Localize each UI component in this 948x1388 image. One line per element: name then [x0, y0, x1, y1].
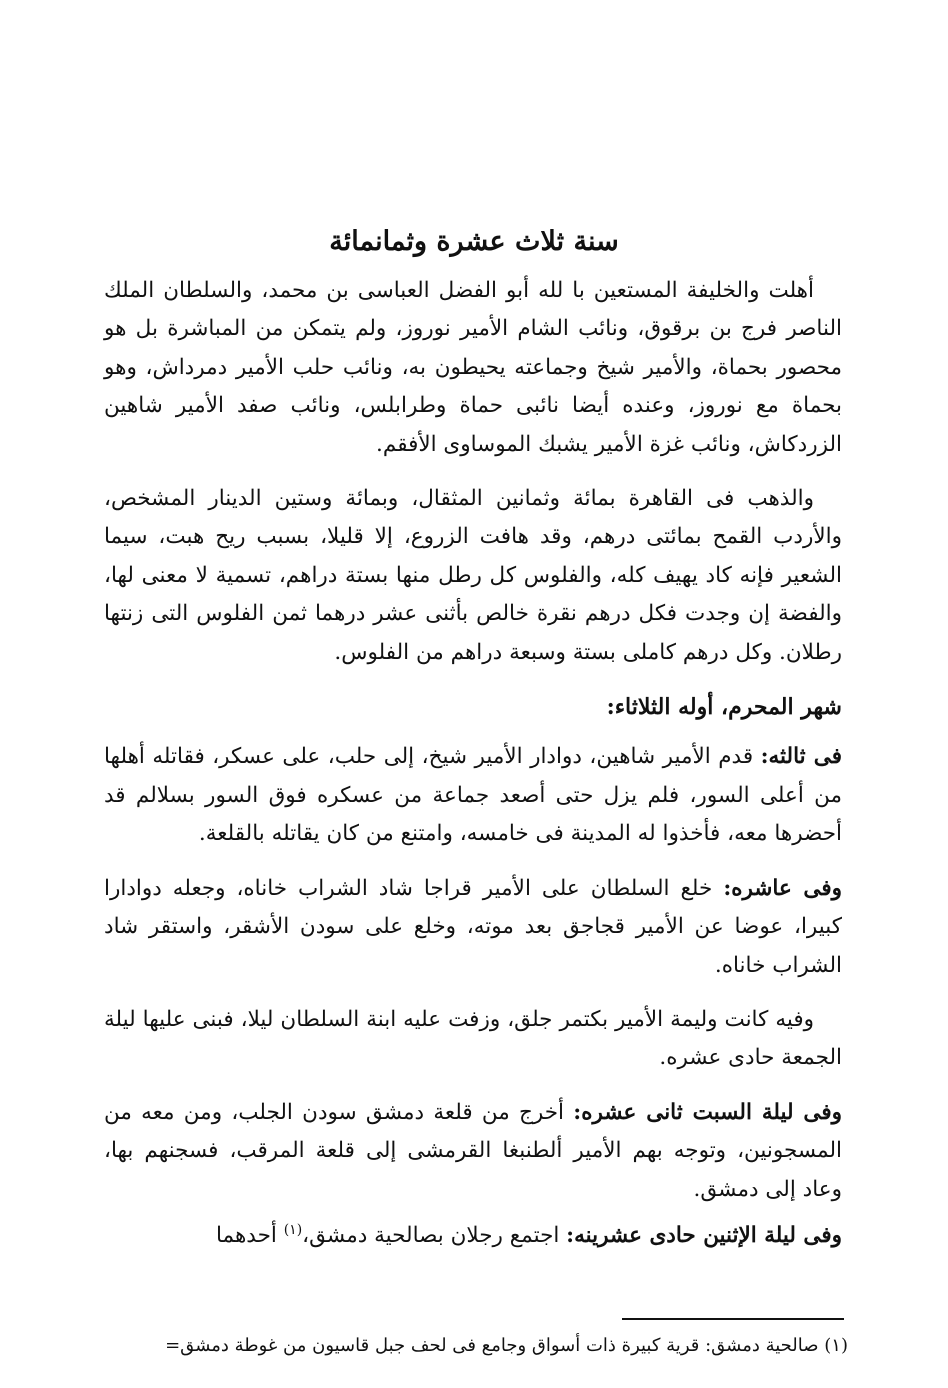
paragraph-monday-night [104, 1217, 842, 1255]
paragraph-text: أحدهما [215, 1222, 284, 1248]
paragraph-tenth-day [104, 870, 842, 985]
footnote-divider [622, 1318, 844, 1320]
paragraph-text: اجتمع رجلان بصالحية دمشق، [302, 1222, 567, 1248]
paragraph-text: خلع السلطان على الأمير قراجا شاد الشراب خاناه، وجعله دوادارا كبيرا، عوضا عن الأمير قجاجق بعد موته، وخلع على سودن الأشقر، واستقر شاد الشراب خاناه. [104, 875, 842, 978]
paragraph-prices: والذهب فى القاهرة بمائة وثمانين المثقال، وبمائة وستين الدينار المشخص، والأردب القمح بمائتى درهم، وقد هافت الزروع، إلا قليلا، بسبب ريح هبت، سيما الشعير فإنه كاد يهيف كله، والفلوس كل رطل منها بستة دراهم، تسمية لا معنى لها، والفضة إن وجدت فكل درهم نقرة خالص بأثنى عشر درهما ثمن الفلوس التى زنتها رطلان. وكل درهم كاملى بستة وسبعة دراهم من الفلوس. [104, 486, 842, 665]
paragraph-text: قدم الأمير شاهين، دوادار الأمير شيخ، إلى حلب، على عسكر، فقاتله أهلها من أعلى السور، فلم يزل حتى أصعد جماعة من عسكره فوق السور بسلالم قد أحضرها معه، فأخذوا له المدينة فى خامسه، وامتنع من كان يقاتله بالقلعة. [104, 744, 842, 847]
paragraph-lead: وفى عاشره: [723, 875, 842, 901]
footnote-reference[interactable]: (١) [283, 1221, 303, 1238]
paragraph-lead: فى ثالثه: [760, 744, 842, 770]
paragraph-lead: وفى ليلة السبت ثانى عشره: [573, 1099, 842, 1125]
footnote: (١) صالحية دمشق: قرية كبيرة ذات أسواق وجامع فى لحف جبل قاسيون من غوطة دمشق= [165, 1335, 848, 1356]
body-text [104, 272, 842, 1271]
paragraph-opening: أهلت والخليفة المستعين با لله أبو الفضل العباسى بن محمد، والسلطان الملك الناصر فرج بن برقوق، ونائب الشام الأمير نوروز، ولم يتمكن من المباشرة بل هو محصور بحماة، والأمير شيخ وجماعته يحيطون به، ونائب حلب الأمير دمرداش، وهو بحماة مع نوروز، وعنده أيضا نائبى حماة وطرابلس، ونائب صفد الأمير شاهين الزردكاش، ونائب غزة الأمير يشبك الموساوى الأفقم. [104, 278, 842, 457]
page-title: سنة ثلاث عشرة وثمانمائة [329, 226, 619, 257]
paragraph-lead: وفى ليلة الإثنين حادى عشرينه: [566, 1222, 842, 1248]
paragraph-banquet: وفيه كانت وليمة الأمير بكتمر جلق، وزفت عليه ابنة السلطان ليلا، فبنى عليها ليلة الجمعة حادى عشره. [104, 1006, 842, 1071]
paragraph-saturday-night [104, 1094, 842, 1209]
section-heading-muharram: شهر المحرم، أوله الثلاثاء: [606, 694, 842, 721]
paragraph-third-day [104, 738, 842, 853]
paragraph-text: أخرج من قلعة دمشق سودن الجلب، ومن معه من المسجونين، وتوجه بهم الأمير ألطنبغا القرمشى إلى قلعة المرقب، فسجنهم بها، وعاد إلى دمشق. [104, 1099, 842, 1202]
